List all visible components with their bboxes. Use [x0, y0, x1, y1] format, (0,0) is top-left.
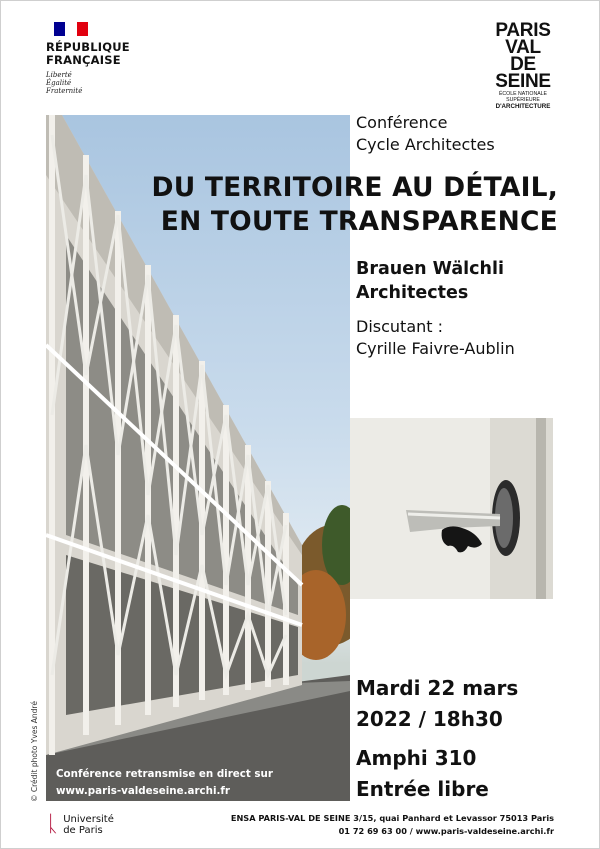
school-logo-line3: SEINE — [495, 71, 551, 92]
republique-francaise-logo — [46, 22, 130, 95]
event-type: Conférence — [356, 113, 448, 132]
school-logo-sub1: ÉCOLE NATIONALE SUPÉRIEURE — [498, 91, 548, 103]
event-room: Amphi 310 — [356, 746, 477, 770]
university-line1: Université — [63, 814, 114, 825]
event-title-line1: DU TERRITOIRE AU DÉTAIL, — [151, 172, 558, 203]
motto-liberte: Liberté — [46, 71, 72, 79]
stream-url[interactable]: www.paris-valdeseine.archi.fr — [56, 785, 230, 797]
door-handle-photo — [350, 418, 553, 599]
architects-label: Architectes — [356, 283, 469, 303]
event-date: Mardi 22 mars — [356, 676, 519, 700]
motto-fraternite: Fraternité — [46, 87, 83, 95]
universite-logo-icon: ᚳ — [46, 812, 60, 837]
discussant-name: Cyrille Faivre-Aublin — [356, 339, 515, 358]
event-time: 2022 / 18h30 — [356, 707, 503, 731]
event-title — [88, 171, 558, 239]
discussant-label: Discutant : — [356, 317, 444, 336]
stream-notice: Conférence retransmise en direct sur — [56, 768, 273, 780]
architects-name: Brauen Wälchli — [356, 259, 504, 279]
event-entry: Entrée libre — [356, 777, 489, 801]
school-logo-line2: VAL DE — [505, 37, 541, 75]
school-logo-sub2: D'ARCHITECTURE — [495, 103, 551, 110]
paris-val-de-seine-logo — [490, 22, 556, 110]
university-line2: de Paris — [63, 825, 103, 836]
motto-egalite: Égalité — [46, 79, 72, 87]
footer-address: ENSA PARIS-VAL DE SEINE 3/15, quai Panhard et Levassor 75013 Paris — [230, 813, 554, 823]
footer-contact[interactable]: 01 72 69 63 00 / www.paris-valdeseine.archi.fr — [338, 826, 554, 836]
republic-name-line1: RÉPUBLIQUE — [46, 40, 130, 54]
republic-name-line2: FRANÇAISE — [46, 53, 121, 67]
universite-de-paris-logo — [46, 814, 114, 836]
school-logo-line1: PARIS — [495, 20, 551, 41]
event-series: Cycle Architectes — [356, 135, 495, 154]
photo-credit: © Crédit photo Yves André — [30, 701, 39, 802]
french-flag-icon — [54, 22, 88, 36]
event-title-line2: EN TOUTE TRANSPARENCE — [160, 206, 558, 237]
